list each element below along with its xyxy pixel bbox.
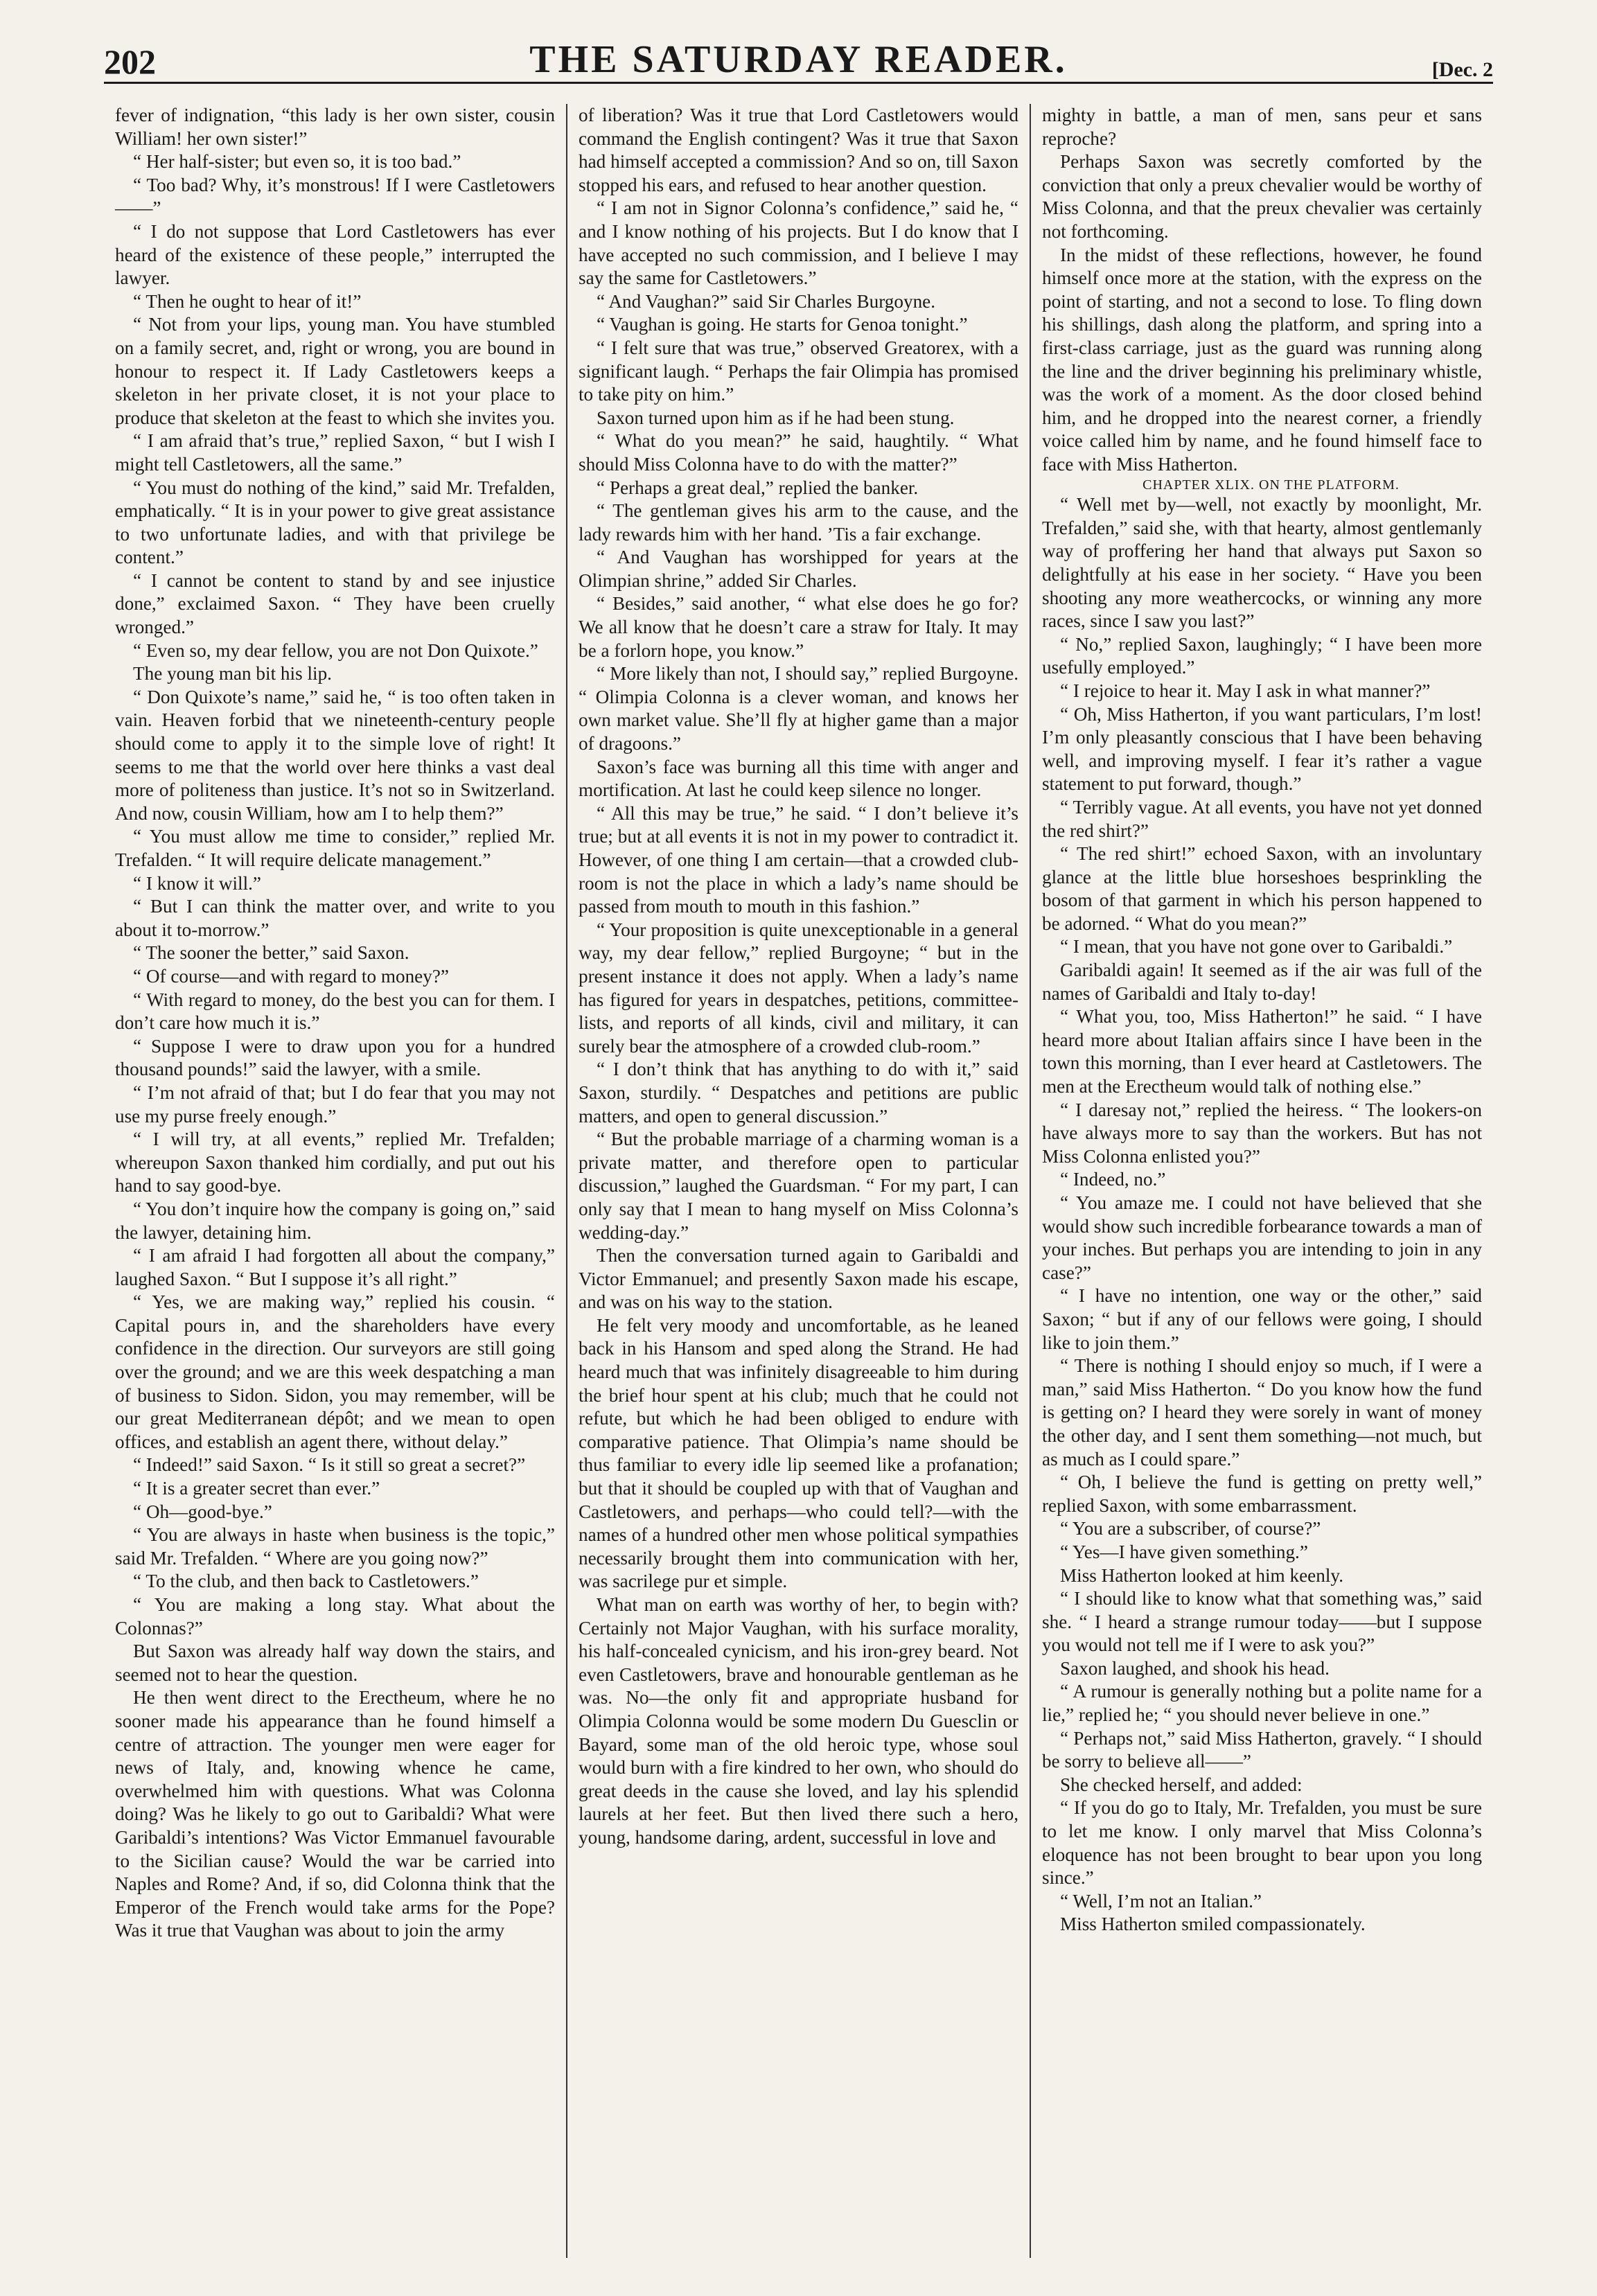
paragraph: “ Suppose I were to draw upon you for a hundred thousand pounds!” said the lawyer, with a smile.	[115, 1035, 555, 1080]
paragraph: “ I am afraid I had forgotten all about the company,” laughed Saxon. “ But I suppose it’s all right.”	[115, 1245, 555, 1289]
paragraph: “ Her half-sister; but even so, it is too bad.”	[133, 151, 461, 173]
paragraph: “ There is nothing I should enjoy so much, if I were a man,” said Miss Hatherton. “ Do you know how the fund is getting on? I heard they were sorely in want of money the other day, and I sent them something—not much, but as much as I could spare.”	[1042, 1355, 1482, 1469]
column-2	[566, 104, 1030, 2258]
paragraph: He felt very moody and uncomfortable, as he leaned back in his Hansom and sped along the Strand. He had heard much that was infinitely disagreeable to him during the brief hour spent at his club; much that he could not refute, but which he had been obliged to endure with comparative patience. That Olimpia’s name should be thus familiar to every idle lip seemed like a profanation; but that it should be coupled up with that of Vaughan and Castletowers, and perhaps—who could tell?—with the names of a hundred other men whose political sympathies necessarily brought them into communication with her, was sacrilege pur et simple.	[579, 1314, 1018, 1592]
paragraph: fever of indignation, “this lady is her own sister, cousin William! her own sister!”	[115, 105, 555, 149]
paragraph: “ Yes, we are making way,” replied his cousin. “ Capital pours in, and the shareholders have every confidence in the direction. Our surveyors are still going over the ground; and we are this week despatching a man of business to Sidon. Sidon, you may remember, will be our great Mediterranean dépôt; and we mean to open offices, and establish an agent there, without delay.”	[115, 1291, 555, 1452]
paragraph: “ I am afraid that’s true,” replied Saxon, “ but I wish I might tell Castletowers, all the same.”	[115, 430, 555, 475]
paragraph: “ Then he ought to hear of it!”	[133, 290, 362, 312]
paragraph: “ But the probable marriage of a charming woman is a private matter, and therefore open to particular discussion,” laughed the Guardsman. “ For my part, I can only say that I mean to hang myself on Miss Colonna’s wedding-day.”	[579, 1129, 1018, 1243]
paragraph: “ You must allow me time to consider,” replied Mr. Trefalden. “ It will require delicate management.”	[115, 826, 555, 870]
paragraph: Saxon’s face was burning all this time with anger and mortification. At last he could keep silence no longer.	[579, 756, 1018, 801]
page-header	[104, 33, 1493, 84]
paragraph: Miss Hatherton looked at him keenly.	[1060, 1564, 1343, 1586]
paragraph: “ You amaze me. I could not have believed that she would show such incredible forbearance towards a man of your inches. But perhaps you are intending to join in any case?”	[1042, 1192, 1482, 1283]
paragraph: “ I cannot be content to stand by and see injustice done,” exclaimed Saxon. “ They have been cruelly wronged.”	[115, 569, 555, 638]
chapter-heading: CHAPTER XLIX. ON THE PLATFORM.	[1142, 477, 1400, 493]
paragraph: “ More likely than not, I should say,” replied Burgoyne. “ Olimpia Colonna is a clever woman, and knows her own market value. She’ll fly at higher game than a major of dragoons.”	[579, 663, 1018, 754]
paragraph: “ Perhaps not,” said Miss Hatherton, gravely. “ I should be sorry to believe all——”	[1042, 1727, 1482, 1772]
paragraph: He then went direct to the Erectheum, where he no sooner made his appearance than he found himself a centre of attraction. The younger men were eager for news of Italy, and, knowing whence he came, overwhelmed him with questions. What was Colonna doing? Was he likely to go out to Garibaldi? What were Garibaldi’s intentions? Was Victor Emmanuel favourable to the Sicilian cause? Would the war be carried into Naples and Rome? And, if so, did Colonna think that the Emperor of the French would take arms for the Pope? Was it true that Vaughan was about to join the army	[115, 1687, 555, 1941]
paragraph: “ Your proposition is quite unexceptionable in a general way, my dear fellow,” replied Burgoyne; “ but in the present instance it does not apply. When a lady’s name has figured for years in despatches, petitions, committee-lists, and reports of all kinds, civil and military, it can surely bear the atmosphere of a crowded club-room.”	[579, 919, 1018, 1057]
paragraph: “ I do not suppose that Lord Castletowers has ever heard of the existence of these people,” interrupted the lawyer.	[115, 220, 555, 289]
paragraph: “ I felt sure that was true,” observed Greatorex, with a significant laugh. “ Perhaps the fair Olimpia has promised to take pity on him.”	[579, 337, 1018, 405]
paragraph: “ I have no intention, one way or the other,” said Saxon; “ but if any of our fellows were going, I should like to join them.”	[1042, 1285, 1482, 1353]
paragraph: “ Even so, my dear fellow, you are not Don Quixote.”	[133, 639, 538, 661]
paragraph: In the midst of these reflections, however, he found himself once more at the station, with the express on the point of starting, and not a second to lose. To fling down his shillings, dash along the platform, and spring into a first-class carriage, just as the guard was running along the line and the driver beginning his preliminary whistle, was the work of a moment. As the door closed behind him, and he dropped into the nearest corner, a friendly voice called him by name, and he found himself face to face with Miss Hatherton.	[1042, 244, 1482, 475]
paragraph: “ You are always in haste when business is the topic,” said Mr. Trefalden. “ Where are you going now?”	[115, 1524, 555, 1569]
page-number: 202	[104, 42, 156, 81]
paragraph: “ No,” replied Saxon, laughingly; “ I have been more usefully employed.”	[1042, 633, 1482, 678]
paragraph: Saxon turned upon him as if he had been stung.	[597, 407, 955, 428]
paragraph: Then the conversation turned again to Garibaldi and Victor Emmanuel; and presently Saxon made his escape, and was on his way to the station.	[579, 1245, 1018, 1313]
text-columns	[104, 104, 1493, 2258]
paragraph: “ To the club, and then back to Castletowers.”	[133, 1571, 479, 1592]
paragraph: “ And Vaughan?” said Sir Charles Burgoyne.	[597, 290, 936, 312]
masthead-title: THE SATURDAY READER.	[529, 38, 1068, 81]
paragraph: What man on earth was worthy of her, to begin with? Certainly not Major Vaughan, with his surface morality, his half-concealed cynicism, and his iron-grey beard. Not even Castletowers, brave and honourable gentleman as he was. No—the only fit and appropriate husband for Olimpia Colonna would be some modern Du Guesclin or Bayard, some man of the old heroic type, whose soul would burn with a fire kindred to her own, who should do great deeds in the cause she loved, and lay his splendid laurels at her feet. But then lived there such a hero, young, handsome daring, ardent, successful in love and	[579, 1594, 1018, 1848]
paragraph: “ I’m not afraid of that; but I do fear that you may not use my purse freely enough.”	[115, 1081, 555, 1127]
paragraph: mighty in battle, a man of men, sans peur et sans reproche?	[1042, 105, 1482, 149]
paragraph: “ A rumour is generally nothing but a polite name for a lie,” replied he; “ you should never believe in one.”	[1042, 1681, 1482, 1726]
paragraph: “ Oh—good-bye.”	[133, 1501, 272, 1522]
paragraph: “ I am not in Signor Colonna’s confidence,” said he, “ and I know nothing of his projects. But I do know that I have accepted no such commission, and I believe I may say the same for Castletowers.”	[579, 197, 1018, 289]
paragraph: “ You are making a long stay. What about the Colonnas?”	[115, 1594, 555, 1639]
paragraph: “ Indeed!” said Saxon. “ Is it still so great a secret?”	[133, 1454, 526, 1476]
issue-date: [Dec. 2	[1431, 58, 1493, 81]
paragraph: “ The gentleman gives his arm to the cause, and the lady rewards him with her hand. ’Tis a fair exchange.	[579, 500, 1018, 545]
paragraph: “ You don’t inquire how the company is going on,” said the lawyer, detaining him.	[115, 1198, 555, 1243]
paragraph: “ Perhaps a great deal,” replied the banker.	[597, 477, 919, 498]
paragraph: “ Don Quixote’s name,” said he, “ is too often taken in vain. Heaven forbid that we nineteenth-century people should come to apply it to the simple love of right! It seems to me that the world over here thinks a vast deal more of politeness than justice. It’s not so in Switzerland. And now, cousin William, how am I to help them?”	[115, 686, 555, 824]
paragraph: “ Oh, I believe the fund is getting on pretty well,” replied Saxon, with some embarrassment.	[1042, 1472, 1482, 1516]
paragraph: “ I should like to know what that something was,” said she. “ I heard a strange rumour today——but I suppose you would not tell me if I were to ask you?”	[1042, 1588, 1482, 1656]
paragraph: “ Oh, Miss Hatherton, if you want particulars, I’m lost! I’m only pleasantly conscious that I have been behaving well, and improving myself. I fear it’s rather a vague statement to put forward, though.”	[1042, 703, 1482, 795]
paragraph: “ With regard to money, do the best you can for them. I don’t care how much it is.”	[115, 989, 555, 1034]
paragraph: She checked herself, and added:	[1060, 1774, 1303, 1795]
paragraph: “ All this may be true,” he said. “ I don’t believe it’s true; but at all events it is not in my power to contradict it. However, of one thing I am certain—that a crowded club-room is not the place in which a lady’s name should be passed from mouth to mouth in this fashion.”	[579, 802, 1018, 917]
column-1	[104, 104, 566, 2258]
paragraph: “ Of course—and with regard to money?”	[133, 965, 449, 987]
paragraph: “ Vaughan is going. He starts for Genoa tonight.”	[597, 314, 968, 335]
paragraph: “ What do you mean?” he said, haughtily. “ What should Miss Colonna have to do with the matter?”	[579, 430, 1018, 475]
paragraph: of liberation? Was it true that Lord Castletowers would command the English contingent? Was it true that Saxon had himself accepted a commission? And so on, till Saxon stopped his ears, and refused to hear another question.	[579, 105, 1018, 195]
paragraph: “ Yes—I have given something.”	[1060, 1541, 1308, 1562]
paragraph: “ And Vaughan has worshipped for years at the Olimpian shrine,” added Sir Charles.	[579, 547, 1018, 591]
column-3	[1030, 104, 1493, 2258]
paragraph: “ I daresay not,” replied the heiress. “ The lookers-on have always more to say than the workers. But has not Miss Colonna enlisted you?”	[1042, 1099, 1482, 1167]
paragraph: “ It is a greater secret than ever.”	[133, 1478, 380, 1499]
paragraph: “ If you do go to Italy, Mr. Trefalden, you must be sure to let me know. I only marvel that Miss Colonna’s eloquence has not been brought to bear upon you long since.”	[1042, 1797, 1482, 1889]
paragraph: Garibaldi again! It seemed as if the air was full of the names of Garibaldi and Italy to-day!	[1042, 960, 1482, 1004]
paragraph: “ The red shirt!” echoed Saxon, with an involuntary glance at the little blue horseshoes besprinkling the bosom of that garment in which his person happened to be adorned. “ What do you mean?”	[1042, 843, 1482, 934]
paragraph: But Saxon was already half way down the stairs, and seemed not to hear the question.	[115, 1641, 555, 1685]
paragraph: “ I know it will.”	[133, 872, 261, 894]
paragraph: “ The sooner the better,” said Saxon.	[133, 942, 409, 964]
paragraph: “ But I can think the matter over, and write to you about it to-morrow.”	[115, 896, 555, 940]
paragraph: Saxon laughed, and shook his head.	[1060, 1657, 1330, 1679]
paragraph: “ I will try, at all events,” replied Mr. Trefalden; whereupon Saxon thanked him cordially, and put out his hand to say good-bye.	[115, 1129, 555, 1196]
paragraph: “ Too bad? Why, it’s monstrous! If I were Castletowers——”	[115, 174, 555, 219]
paragraph: “ You must do nothing of the kind,” said Mr. Trefalden, emphatically. “ It is in your power to give great assistance to two unfortunate ladies, and with that privilege be content.”	[115, 477, 555, 568]
paragraph: “ I rejoice to hear it. May I ask in what manner?”	[1060, 680, 1431, 701]
paragraph: “ I mean, that you have not gone over to Garibaldi.”	[1060, 936, 1453, 957]
paragraph: Miss Hatherton smiled compassionately.	[1060, 1914, 1366, 1935]
paragraph: “ You are a subscriber, of course?”	[1060, 1518, 1321, 1539]
paragraph: “ Not from your lips, young man. You have stumbled on a family secret, and, right or wrong, you are bound in honour to respect it. If Lady Castletowers keeps a skeleton in her private closet, it is not your place to produce that skeleton at the feast to which she invites you.	[115, 314, 555, 428]
paragraph: Perhaps Saxon was secretly comforted by the conviction that only a preux chevalier would be worthy of Miss Colonna, and that the preux chevalier was certainly not forthcoming.	[1042, 151, 1482, 242]
paragraph: “ Besides,” said another, “ what else does he go for? We all know that he doesn’t care a straw for Italy. It may be a forlorn hope, you know.”	[579, 593, 1018, 661]
paragraph: “ Terribly vague. At all events, you have not yet donned the red shirt?”	[1042, 796, 1482, 841]
paragraph: “ Well, I’m not an Italian.”	[1060, 1890, 1262, 1911]
paragraph: “ Well met by—well, not exactly by moonlight, Mr. Trefalden,” said she, with that hearty, almost gentlemanly way of proffering her hand that always put Saxon so delightfully at his ease in her society. “ Have you been shooting any more weathercocks, or winning any more races, since I saw you last?”	[1042, 494, 1482, 632]
paragraph: “ What you, too, Miss Hatherton!” he said. “ I have heard more about Italian affairs since I have been in the town this morning, than I ever heard at Castletowers. The men at the Erectheum would talk of nothing else.”	[1042, 1006, 1482, 1097]
paragraph: “ Indeed, no.”	[1060, 1169, 1166, 1190]
paragraph: “ I don’t think that has anything to do with it,” said Saxon, sturdily. “ Despatches and petitions are public matters, and open to general discussion.”	[579, 1059, 1018, 1127]
paragraph: The young man bit his lip.	[133, 663, 332, 685]
